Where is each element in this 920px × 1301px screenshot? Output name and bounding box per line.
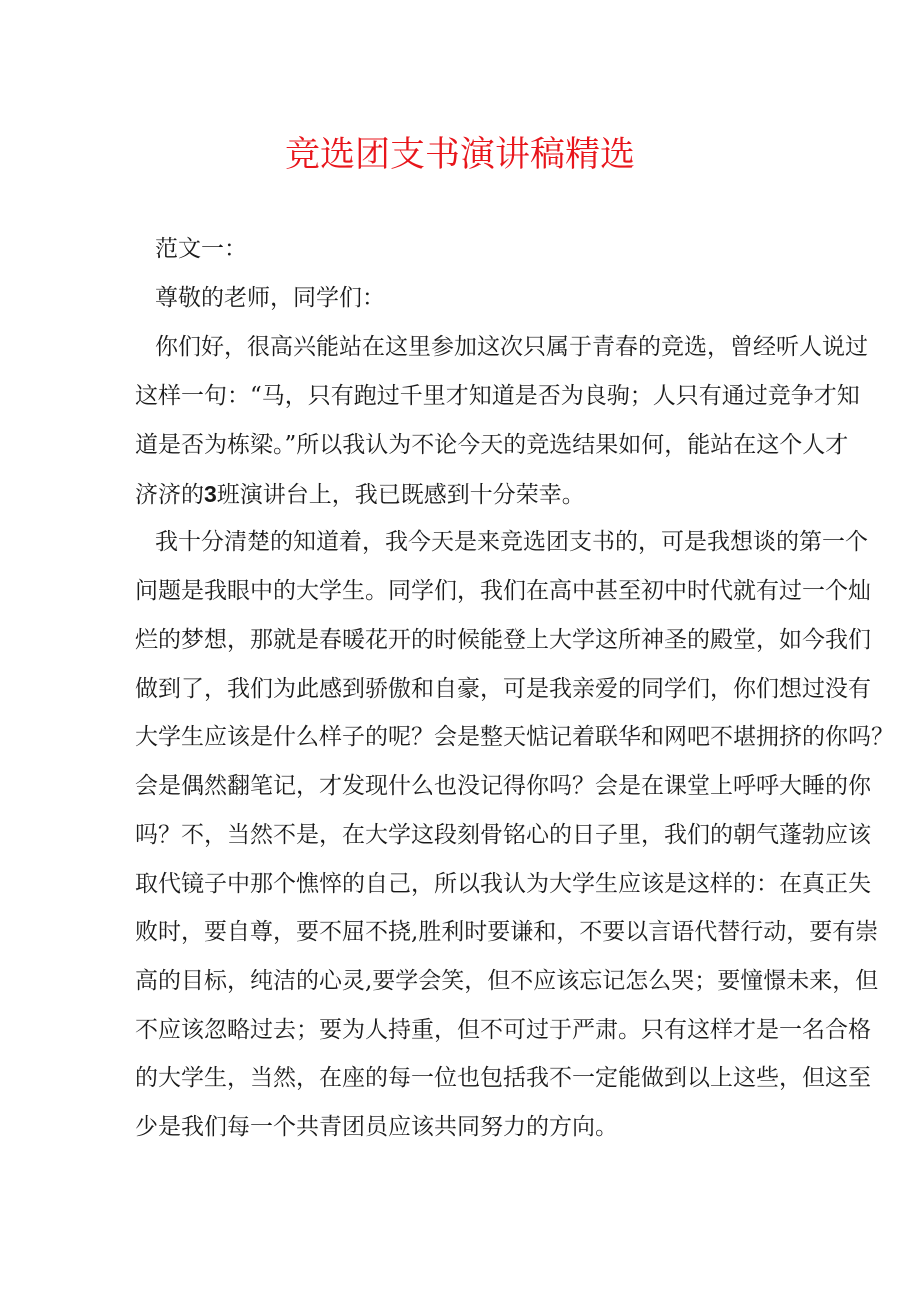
paragraph-line: 大学生应该是什么样子的呢？会是整天惦记着联华和网吧不堪拥挤的你吗？ (135, 724, 894, 750)
paragraph-line: 败时，要自尊，要不屈不挠,胜利时要谦和，不要以言语代替行动，要有崇 (135, 919, 879, 945)
paragraph-line: 取代镜子中那个憔悴的自己，所以我认为大学生应该是这样的：在真正失 (135, 871, 871, 897)
paragraph-line: 的大学生，当然，在座的每一位也包括我不一定能做到以上这些，但这至 (135, 1065, 871, 1091)
line-text: 济济的 (135, 482, 204, 508)
paragraph-line: 吗？不，当然不是，在大学这段刻骨铭心的日子里，我们的朝气蓬勃应该 (135, 822, 871, 848)
paragraph-line: 不应该忽略过去；要为人持重，但不可过于严肃。只有这样才是一名合格 (135, 1017, 871, 1043)
paragraph-line: 问题是我眼中的大学生。同学们，我们在高中甚至初中时代就有过一个灿 (135, 578, 871, 604)
paragraph-line: 会是偶然翻笔记，才发现什么也没记得你吗？会是在课堂上呼呼大睡的你 (135, 773, 871, 799)
paragraph-line: 我十分清楚的知道着，我今天是来竞选团支书的，可是我想谈的第一个 (155, 529, 868, 555)
paragraph-line: 这样一句：“马，只有跑过千里才知道是否为良驹；人只有通过竞争才知 (135, 383, 860, 409)
paragraph-line (135, 478, 585, 511)
paragraph-line: 做到了，我们为此感到骄傲和自豪，可是我亲爱的同学们，你们想过没有 (135, 676, 871, 702)
salutation: 尊敬的老师，同学们： (155, 285, 385, 311)
paragraph-line: 烂的梦想，那就是春暖花开的时候能登上大学这所神圣的殿堂，如今我们 (135, 627, 871, 653)
line-text: 班演讲台上，我已既感到十分荣幸。 (216, 482, 585, 508)
paragraph-line: 你们好，很高兴能站在这里参加这次只属于青春的竞选，曾经听人说过 (155, 334, 868, 360)
class-number: 3 (204, 481, 217, 507)
paragraph-line: 道是否为栋梁。”所以我认为不论今天的竞选结果如何，能站在这个人才 (135, 432, 849, 458)
paragraph-line: 高的目标，纯洁的心灵,要学会笑，但不应该忘记怎么哭；要憧憬未来，但 (135, 968, 879, 994)
paragraph-line: 少是我们每一个共青团员应该共同努力的方向。 (135, 1114, 618, 1140)
section-heading: 范文一： (155, 236, 247, 262)
document-title: 竞选团支书演讲稿精选 (284, 135, 635, 175)
